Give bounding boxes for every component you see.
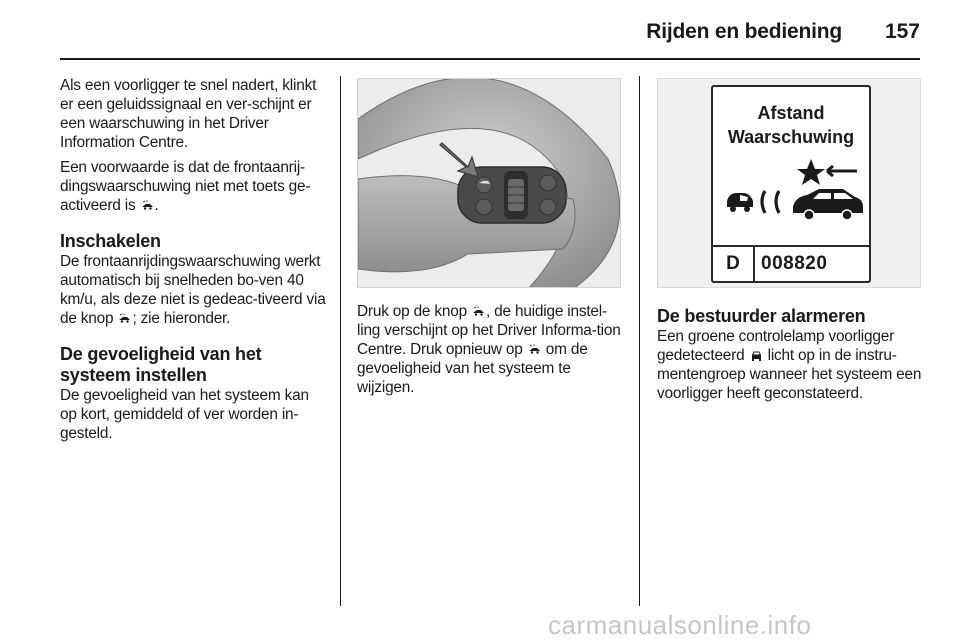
display-separator xyxy=(713,245,869,247)
driver-information-display-figure xyxy=(657,78,921,288)
col1-section2-body: De gevoeligheid van het systeem kan op kort, gemiddeld of ver worden in-gesteld. xyxy=(60,387,309,442)
column-divider-right xyxy=(639,76,640,606)
page-header xyxy=(0,0,960,60)
display-vertical-separator xyxy=(753,245,755,281)
collision-warning-graphic xyxy=(723,157,863,227)
gear-indicator: D xyxy=(726,253,740,274)
section-heading-alarmeren: De bestuurder alarmeren xyxy=(657,306,866,326)
column-1 xyxy=(60,76,328,449)
col1-section1-body xyxy=(60,252,328,328)
impact-star-icon xyxy=(797,159,825,185)
col2-paragraph xyxy=(357,302,625,397)
steering-wheel-controls-photo xyxy=(357,78,621,288)
vehicle-ahead-icon xyxy=(793,189,863,220)
page-number: 157 xyxy=(884,20,920,43)
column-divider-left xyxy=(340,76,341,606)
display-line-1: Afstand xyxy=(757,103,825,123)
col1-paragraph-2 xyxy=(60,158,328,215)
header-rule xyxy=(60,58,920,60)
col1-p2-tail: . xyxy=(154,197,159,214)
display-line-2: Waarschuwing xyxy=(727,127,855,147)
odometer-readout: 008820 xyxy=(761,253,828,274)
forward-collision-alert-icon xyxy=(472,306,485,317)
col3-body xyxy=(657,327,925,403)
forward-collision-alert-icon xyxy=(528,344,541,355)
section-heading-gevoeligheid: De gevoeligheid van het systeem instellen xyxy=(60,344,262,385)
own-car-icon xyxy=(727,193,753,212)
col1-p2-text: Een voorwaarde is dat de frontaanrij-dingswaarschuwing niet met toets ge-activeerd is xyxy=(60,159,311,214)
header-title: Rijden en bediening xyxy=(646,20,842,43)
section-heading-inschakelen: Inschakelen xyxy=(60,231,161,251)
col1-s1-text: De frontaanrijdingswaarschuwing werkt automatisch bij snelheden bo-ven 40 km/u, als deze niet is gedeac-tiveerd via de knop xyxy=(60,253,326,327)
watermark: carmanualsonline.info xyxy=(548,610,812,640)
col1-s1-tail: ; zie hieronder. xyxy=(132,310,231,327)
col2-text-1: Druk op de knop xyxy=(357,303,472,320)
forward-collision-alert-icon xyxy=(141,200,154,211)
arrow-left-icon xyxy=(827,166,857,176)
steering-wheel-illustration xyxy=(358,79,621,288)
col3-text-2: licht op in de instru-mentengroep wanneer het systeem een voorligger heeft geconstateerd. xyxy=(657,347,922,402)
col2-text-3: om de gevoeligheid van het systeem te wijzigen. xyxy=(357,341,588,396)
col1-paragraph-1: Als een voorligger te snel nadert, klinkt er een geluidssignaal en ver-schijnt er een waarschuwing in het Driver Information Centre. xyxy=(60,77,317,151)
column-3 xyxy=(657,306,925,409)
vehicle-ahead-icon xyxy=(750,350,763,361)
forward-collision-alert-icon xyxy=(118,313,131,324)
driver-information-display xyxy=(711,85,871,283)
column-2 xyxy=(357,302,625,403)
col3-text-1: Een groene controlelamp voorligger gedetecteerd xyxy=(657,328,895,364)
col2-text-2: , de huidige instel-ling verschijnt op het Driver Informa-tion Centre. Druk opnieuw op xyxy=(357,303,621,358)
